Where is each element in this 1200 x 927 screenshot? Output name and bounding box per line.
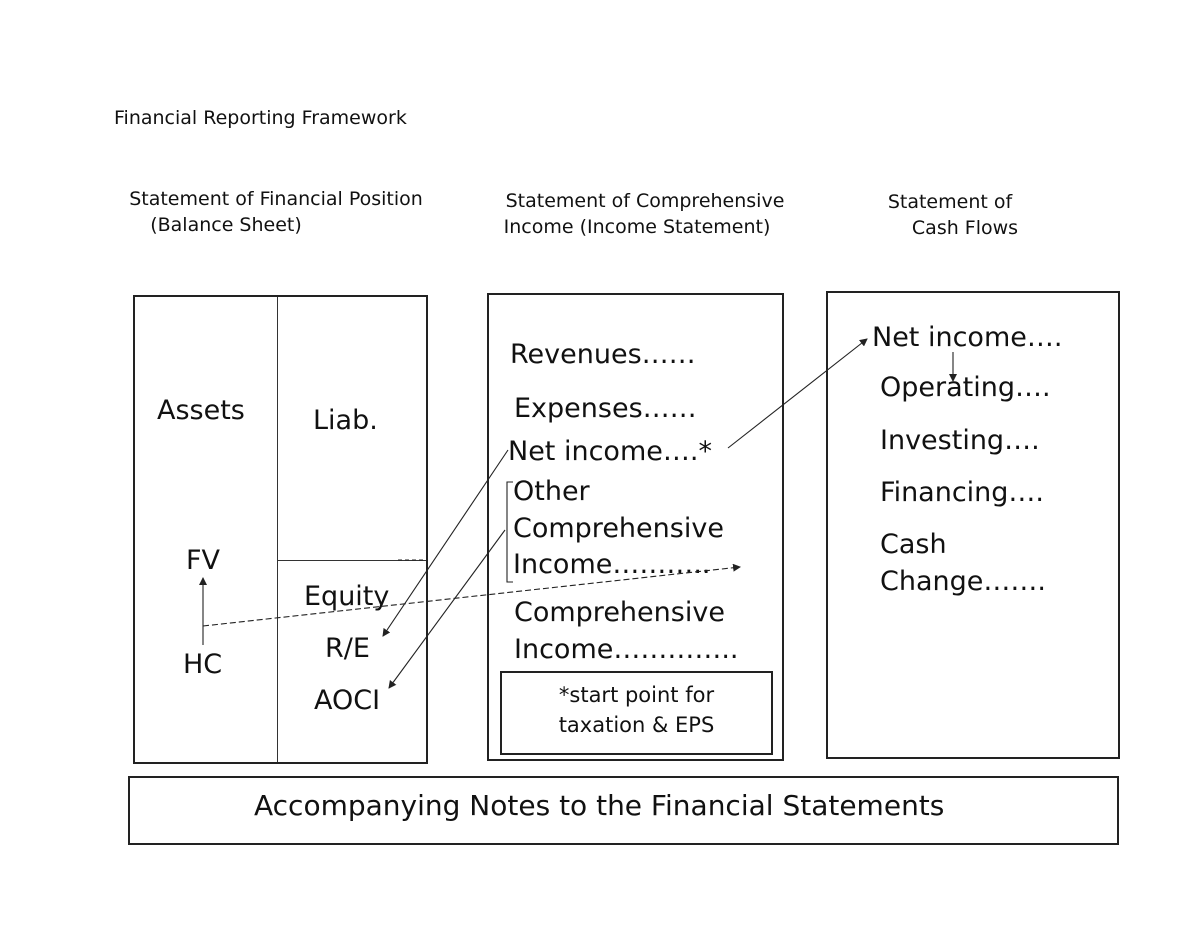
liabilities-label: Liab. <box>313 405 378 436</box>
tax-eps-note-line2: taxation & EPS <box>558 713 715 737</box>
cash-change-line2: Change……. <box>880 566 1046 597</box>
cash-flows-heading-line1: Statement of <box>887 191 1013 213</box>
oci-bracket <box>507 482 513 582</box>
retained-earnings-label: R/E <box>325 633 370 664</box>
notes-banner-label: Accompanying Notes to the Financial Statements <box>254 789 945 822</box>
balance-sheet-heading-line1: Statement of Financial Position <box>129 188 423 210</box>
tax-eps-note-line1: *start point for <box>558 683 715 707</box>
aoci-label: AOCI <box>314 685 381 716</box>
income-statement-heading-line1: Statement of Comprehensive <box>505 190 785 212</box>
income-statement-heading-line2: Income (Income Statement) <box>503 216 771 238</box>
oci-line2: Comprehensive <box>513 513 724 544</box>
balance-sheet-heading-line2: (Balance Sheet) <box>150 214 302 236</box>
net-income-to-re-arrow <box>383 450 508 636</box>
revenues-label: Revenues…… <box>510 339 696 370</box>
operating-label: Operating…. <box>880 372 1051 403</box>
cash-change-line1: Cash <box>880 529 947 560</box>
financing-label: Financing…. <box>880 477 1045 508</box>
oci-line1: Other <box>513 476 590 507</box>
equity-label: Equity <box>304 581 390 612</box>
net-income-label: Net income….* <box>508 436 712 467</box>
fv-label: FV <box>186 545 221 576</box>
hc-label: HC <box>183 649 223 680</box>
expenses-label: Expenses…… <box>514 393 697 424</box>
net-income-to-cash-flow-arrow <box>728 339 867 448</box>
comprehensive-income-line2: Income………….. <box>514 634 739 665</box>
cash-flow-net-income-label: Net income…. <box>872 322 1063 353</box>
cash-flows-heading-line2: Cash Flows <box>911 217 1019 239</box>
investing-label: Investing…. <box>880 425 1040 456</box>
oci-to-aoci-arrow <box>389 530 505 688</box>
assets-label: Assets <box>157 395 245 426</box>
page-title: Financial Reporting Framework <box>114 107 407 129</box>
oci-line3: Income……….. <box>513 549 711 580</box>
comprehensive-income-line1: Comprehensive <box>514 597 725 628</box>
